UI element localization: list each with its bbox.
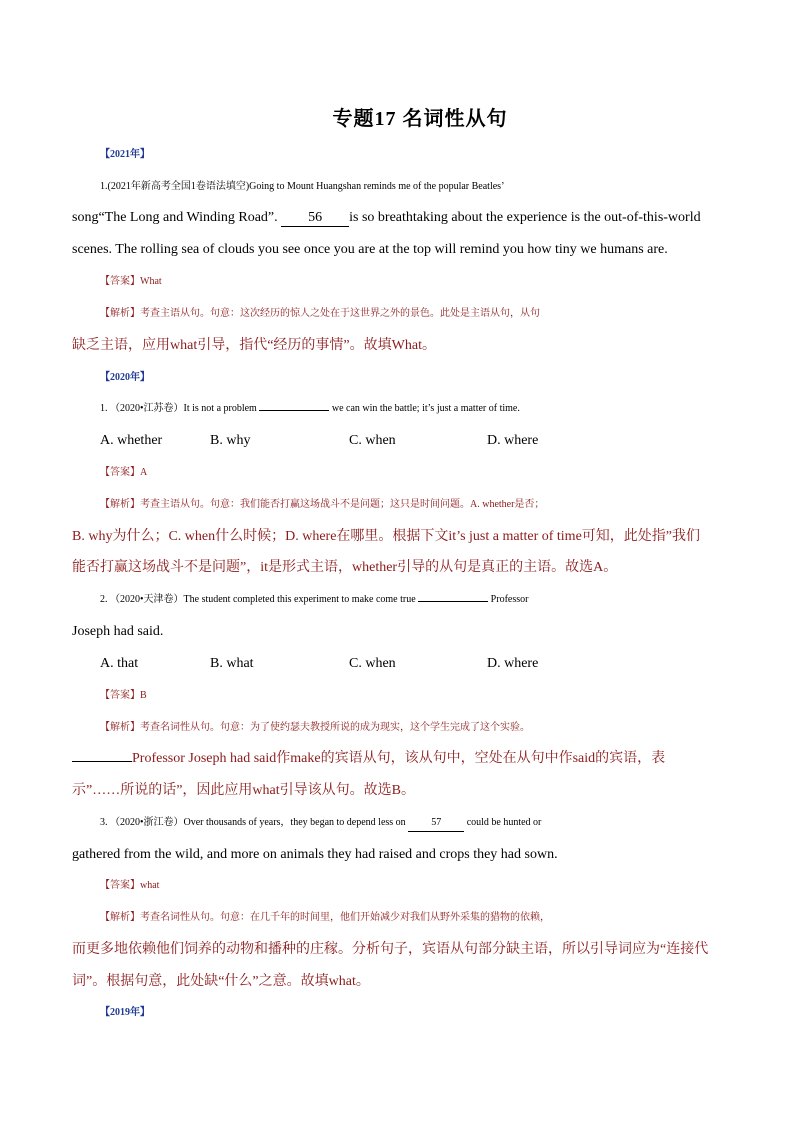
q1-option-d: D. where bbox=[487, 433, 539, 448]
answer-value: what bbox=[140, 880, 160, 891]
page-title: 专题17 名词性从句 bbox=[332, 108, 508, 130]
q1-blank bbox=[259, 410, 329, 411]
q3-source: （2020•浙江卷） bbox=[110, 817, 184, 828]
q1-answer bbox=[100, 463, 750, 483]
q1-analysis3: 能否打赢这场战斗不是问题”，it是形式主语，whether引导的从句是真正的主语。故选A。 bbox=[72, 560, 618, 575]
analysis-text: 考查主语从句。句意：我们能否打赢这场战斗不是问题；这只是时间问题。A. whether是否； bbox=[140, 499, 545, 510]
q2-line2: Joseph had said. bbox=[72, 624, 164, 639]
q1-source: （2020•江苏卷） bbox=[110, 403, 184, 414]
q2021-analysis1 bbox=[100, 304, 750, 324]
q3-text-a: Over thousands of years，they began to depend less on bbox=[183, 817, 406, 828]
q2-analysis1 bbox=[100, 718, 750, 738]
analysis-label: 【解析】 bbox=[100, 722, 140, 733]
q2-answer bbox=[100, 686, 750, 706]
q3-analysis1 bbox=[100, 908, 750, 928]
analysis-label: 【解析】 bbox=[100, 308, 140, 319]
q2021-analysis2: 缺乏主语，应用what引导，指代“经历的事情”。故填What。 bbox=[72, 338, 436, 353]
q2-analysis-blank bbox=[72, 761, 132, 762]
q1-text-a: It is not a problem bbox=[183, 403, 257, 414]
q2-analysis2 bbox=[72, 749, 722, 769]
analysis-text: 考查主语从句。句意：这次经历的惊人之处在于这世界之外的景色。此处是主语从句，从句 bbox=[140, 308, 540, 319]
section-2020: 【2020年】 bbox=[100, 372, 150, 383]
section-2021: 【2021年】 bbox=[100, 149, 150, 160]
q2021-text2b: is so breathtaking about the experience is the out-of-this-world bbox=[349, 210, 701, 225]
q2021-line3: scenes. The rolling sea of clouds you see once you are at the top will remind you how tiny we humans are. bbox=[72, 242, 668, 257]
q3-answer bbox=[100, 876, 750, 896]
q3-blank: 57 bbox=[408, 815, 464, 832]
analysis-label: 【解析】 bbox=[100, 912, 140, 923]
q2-blank bbox=[418, 601, 488, 602]
q2021-line1 bbox=[100, 177, 750, 197]
q2-source: （2020•天津卷） bbox=[110, 594, 184, 605]
q1-num: 1. bbox=[100, 403, 108, 414]
q1-text-b: we can win the battle; it’s just a matter of time. bbox=[331, 403, 520, 414]
answer-label: 【答案】 bbox=[100, 276, 140, 287]
q2021-source: (2021年新高考全国1卷语法填空) bbox=[107, 181, 250, 192]
q2-analysis3: 示”……所说的话”，因此应用what引导该从句。故选B。 bbox=[72, 783, 415, 798]
q1-option-c: C. when bbox=[349, 433, 396, 448]
q2-option-b: B. what bbox=[210, 656, 254, 671]
answer-value: A bbox=[140, 467, 148, 478]
q3-analysis2: 而更多地依赖他们饲养的动物和播种的庄稼。分析句子，宾语从句部分缺主语，所以引导词应为“连接代 bbox=[72, 942, 709, 957]
section-2019: 【2019年】 bbox=[100, 1007, 150, 1018]
q1-analysis2: B. why为什么；C. when什么时候；D. where在哪里。根据下文it’s just a matter of time可知，此处指”我们 bbox=[72, 529, 700, 544]
q3-line2: gathered from the wild, and more on animals they had raised and crops they had sown. bbox=[72, 847, 558, 862]
q2-line1 bbox=[100, 590, 750, 610]
q2021-text2a: song“The Long and Winding Road”. bbox=[72, 210, 278, 225]
answer-label: 【答案】 bbox=[100, 467, 140, 478]
q2-option-d: D. where bbox=[487, 656, 539, 671]
answer-value: What bbox=[140, 276, 162, 287]
q2-option-c: C. when bbox=[349, 656, 396, 671]
answer-label: 【答案】 bbox=[100, 690, 140, 701]
analysis-text: 考查名词性从句。句意：为了使约瑟夫教授所说的成为现实，这个学生完成了这个实验。 bbox=[140, 722, 530, 733]
q2021-num: 1. bbox=[100, 181, 108, 192]
q1-option-a: A. whether bbox=[100, 433, 163, 448]
q2021-answer bbox=[100, 272, 750, 292]
q1-option-b: B. why bbox=[210, 433, 251, 448]
analysis-text: 考查名词性从句。句意：在几千年的时间里，他们开始减少对我们从野外采集的猎物的依赖， bbox=[140, 912, 550, 923]
q2021-blank: 56 bbox=[281, 210, 349, 227]
q1-analysis1 bbox=[100, 495, 750, 515]
q3-analysis3: 词”。根据句意，此处缺“什么”之意。故填what。 bbox=[72, 974, 370, 989]
q3-text-b: could be hunted or bbox=[466, 817, 542, 828]
q2-text-b: Professor bbox=[490, 594, 529, 605]
q2021-line2 bbox=[72, 208, 722, 228]
q2021-text1: Going to Mount Huangshan reminds me of the popular Beatles’ bbox=[249, 181, 505, 192]
q2-option-a: A. that bbox=[100, 656, 139, 671]
q3-num: 3. bbox=[100, 817, 108, 828]
answer-value: B bbox=[140, 690, 147, 701]
analysis-label: 【解析】 bbox=[100, 499, 140, 510]
q1-line1 bbox=[100, 399, 750, 419]
answer-label: 【答案】 bbox=[100, 880, 140, 891]
analysis-text: Professor Joseph had said作make的宾语从句，该从句中，空处在从句中作said的宾语，表 bbox=[132, 751, 666, 766]
q2-text-a: The student completed this experiment to make come true bbox=[183, 594, 416, 605]
q2-num: 2. bbox=[100, 594, 108, 605]
q3-line1 bbox=[100, 813, 750, 833]
